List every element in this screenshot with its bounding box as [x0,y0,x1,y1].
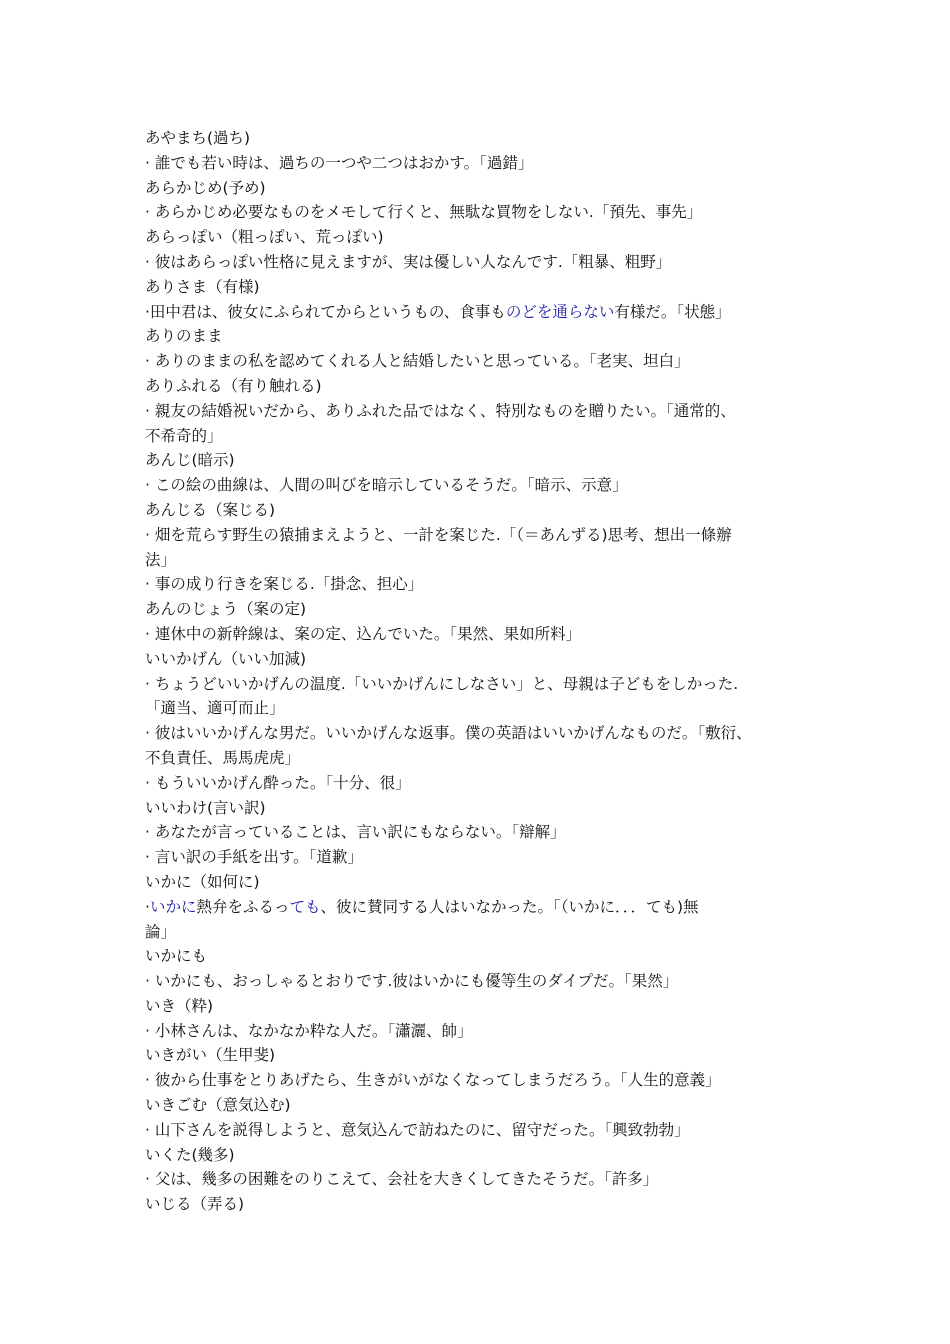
text-line: あんじ(暗示) [145,451,235,470]
text-line: · あなたが言っていることは、言い訳にもならない。「辯解」 [145,823,566,842]
text-line: · もういいかげん酔った。「十分、很」 [145,773,411,792]
text-line: · 彼はあらっぽい性格に見えますが、実は優しい人なんです.「粗暴、粗野」 [145,252,672,271]
text-line: · あらかじめ必要なものをメモして行くと、無駄な買物をしない.「預先、事先」 [145,203,703,222]
text-line: あやまち(過ち) [145,129,251,147]
text-segment: 熱弁をふるっ [196,897,290,916]
text-line: · ちょうどいいかげんの温度.「いいかげんにしなさい」と、母親は子どもをしかった. [145,674,739,693]
text-segment: ·田中君は、彼女にふられてからというもの、食事も [145,302,506,321]
text-line: · 畑を荒らす野生の猿捕まえようと、一計を案じた.「（＝あんずる)思考、想出一條辦 [145,525,732,544]
highlighted-phrase: いかに [149,897,197,916]
text-line: · 誰でも若い時は、過ちの一つや二つはおかす。「過錯」 [145,153,534,172]
text-segment: 有様だ。「状態」 [614,302,731,321]
text-line: あらっぽい（粗っぽい、荒っぽい) [145,228,384,247]
text-line: あらかじめ(予め) [145,178,266,197]
text-line: ありさま（有様) [145,277,260,296]
text-line: · 連休中の新幹線は、案の定、込んでいた。「果然、果如所料」 [145,624,582,643]
text-line: · ありのままの私を認めてくれる人と結婚したいと思っている。「老実、坦白」 [145,352,690,371]
text-line: いかに（如何に) [145,872,260,891]
text-line: · 小林さんは、なかなか粋な人だ。「瀟灑、帥」 [145,1021,473,1040]
text-line: いじる（弄る) [145,1195,245,1214]
text-segment: · [145,897,150,916]
text-line: · 父は、幾多の困難をのりこえて、会社を大きくしてきたそうだ。「許多」 [145,1170,659,1189]
text-line: ありふれる（有り触れる) [145,376,322,395]
text-line-highlighted [145,300,810,325]
text-line: · 彼はいいかげんな男だ。いいかげんな返事。僕の英語はいいかげんなものだ。「敷衍、 [145,724,752,743]
text-line: あんのじょう（案の定) [145,600,307,619]
text-line: · いかにも、おっしゃるとおりです.彼はいかにも優等生のダイプだ。「果然」 [145,972,679,991]
text-line: · 山下さんを説得しようと、意気込んで訪ねたのに、留守だった。「興致勃勃」 [145,1120,690,1139]
highlighted-phrase: ても [289,897,321,916]
text-line: あんじる（案じる) [145,500,276,519]
text-line: · 彼から仕事をとりあげたら、生きがいがなくなってしまうだろう。「人生的意義」 [145,1071,721,1090]
text-segment: 、彼に賛同する人はいなかった。「（いかに．．．ても)無 [320,897,699,916]
text-line: · この絵の曲線は、人間の叫びを暗示しているそうだ。「暗示、示意」 [145,476,628,495]
text-line: いきがい（生甲斐) [145,1046,276,1065]
text-line: いきごむ（意気込む) [145,1096,291,1115]
text-line: ありのまま [145,327,223,346]
text-line: · 事の成り行きを案じる.「掛念、担心」 [145,575,424,594]
text-line: 不負責任、馬馬虎虎」 [145,748,301,767]
text-line: 「適当、適可而止」 [145,699,285,718]
text-line: いくた(幾多) [145,1145,235,1164]
highlighted-phrase: のどを通らない [505,302,615,321]
text-line: いいかげん（いい加減) [145,649,307,668]
text-line: いき（粋) [145,996,214,1015]
text-line: 論」 [145,922,177,941]
text-line: · 親友の結婚祝いだから、ありふれた品ではなく、特別なものを贈りたい。「通常的、 [145,401,736,420]
dictionary-page [145,126,810,1217]
text-line: 不希奇的」 [145,426,223,445]
text-line: · 言い訳の手紙を出す。「道歉」 [145,848,363,867]
text-line-highlighted [145,895,810,920]
text-line: 法」 [145,550,177,569]
text-line: いかにも [145,947,208,966]
text-line: いいわけ(言い訳) [145,798,266,817]
